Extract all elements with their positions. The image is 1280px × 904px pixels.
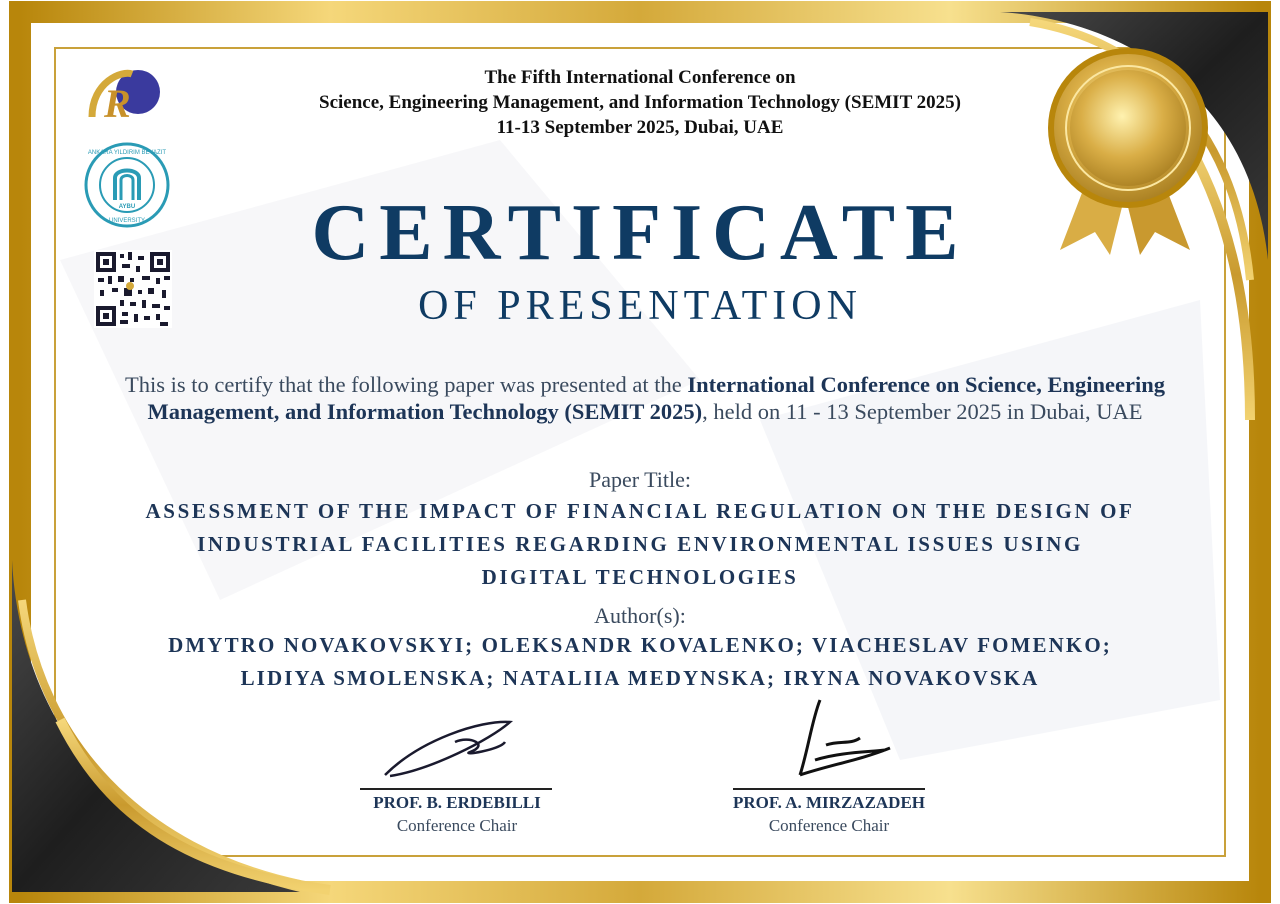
certificate-title: CERTIFICATE — [311, 189, 969, 277]
paper-title-line: DIGITAL TECHNOLOGIES — [481, 565, 799, 589]
signatory-role-right: Conference Chair — [768, 816, 890, 835]
certificate-subtitle: OF PRESENTATION — [418, 283, 862, 329]
conference-dates: , held on 11 - 13 September 2025 in Dubai, UAE — [702, 399, 1143, 424]
paper-title-line: ASSESSMENT OF THE IMPACT OF FINANCIAL REGULATION ON THE DESIGN OF — [145, 499, 1135, 523]
logo-lettering: R — [104, 81, 131, 126]
signatory-role-left: Conference Chair — [396, 816, 518, 835]
authors-line: DMYTRO NOVAKOVSKYI; OLEKSANDR KOVALENKO; VIACHESLAV FOMENKO; — [168, 633, 1112, 657]
certify-intro: This is to certify that the following paper was presented at the — [124, 372, 688, 397]
svg-text:ANKARA YILDIRIM BEYAZIT: ANKARA YILDIRIM BEYAZIT — [87, 150, 167, 156]
signature-line-left — [360, 788, 552, 790]
svg-text:AYBU: AYBU — [118, 204, 136, 210]
authors-line: LIDIYA SMOLENSKA; NATALIIA MEDYNSKA; IRYNA NOVAKOVSKA — [240, 666, 1040, 690]
svg-text:UNIVERSITY: UNIVERSITY — [108, 218, 146, 224]
header-line-1: The Fifth International Conference on — [484, 67, 796, 88]
paper-title-line: INDUSTRIAL FACILITIES REGARDING ENVIRONMENTAL ISSUES USING — [197, 532, 1083, 556]
header-line-3: 11-13 September 2025, Dubai, UAE — [496, 117, 784, 138]
authors-list — [0, 629, 1280, 695]
certify-statement — [100, 371, 1190, 425]
conference-name: International Conference on Science, Engineering Management, and Information Technology (SEMIT 2025) — [147, 372, 1166, 424]
paper-title-label: Paper Title: — [588, 467, 692, 492]
paper-title — [0, 495, 1280, 594]
signature-line-right — [733, 788, 925, 790]
header-line-2: Science, Engineering Management, and Information Technology (SEMIT 2025) — [319, 92, 961, 113]
conference-header — [0, 65, 1280, 140]
signatory-name-right: PROF. A. MIRZAZADEH — [732, 793, 926, 812]
authors-label: Author(s): — [594, 603, 686, 628]
signatory-name-left: PROF. B. ERDEBILLI — [373, 793, 541, 812]
